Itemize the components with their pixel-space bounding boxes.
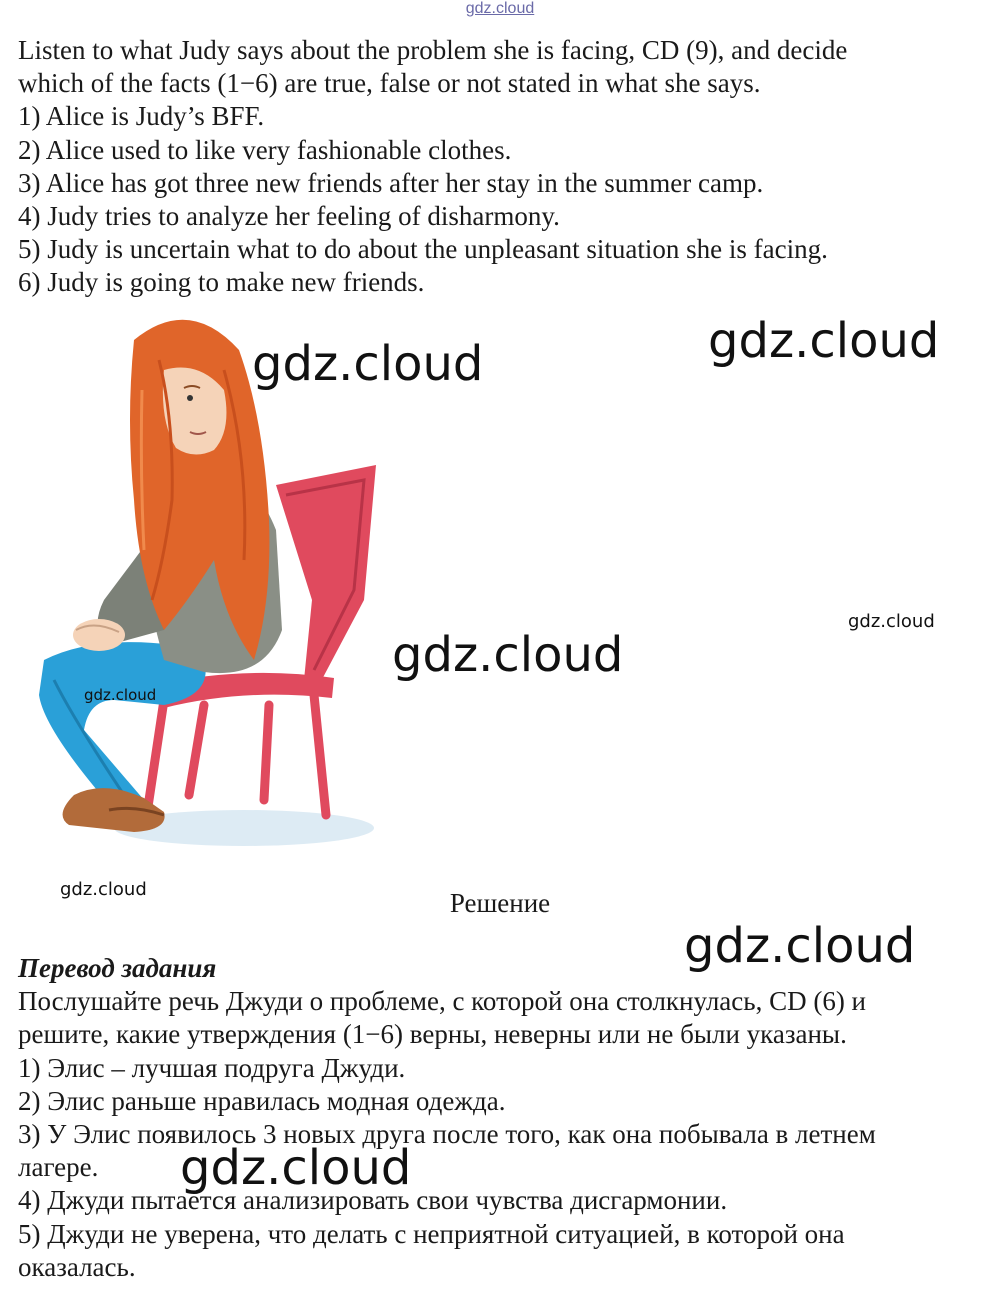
watermark: gdz.cloud xyxy=(392,627,624,683)
translation-item: оказалась. xyxy=(18,1251,136,1282)
translation-heading: Перевод задания xyxy=(18,953,217,983)
task-item: 5) Judy is uncertain what to do about the unpleasant situation she is facing. xyxy=(18,234,828,265)
task-item: 3) Alice has got three new friends after her stay in the summer camp. xyxy=(18,167,764,198)
watermark: gdz.cloud xyxy=(84,686,157,704)
task-item: 4) Judy tries to analyze her feeling of disharmony. xyxy=(18,201,560,232)
watermark: gdz.cloud xyxy=(180,1140,412,1196)
watermark: gdz.cloud xyxy=(60,879,147,900)
translation-item: 2) Элис раньше нравилась модная одежда. xyxy=(18,1085,506,1116)
translation-item: 1) Элис – лучшая подруга Джуди. xyxy=(18,1052,406,1083)
watermark: gdz.cloud xyxy=(684,918,916,974)
translation-text xyxy=(18,952,978,1284)
task-intro-line-1: Listen to what Judy says about the problem she is facing, CD (9), and decide xyxy=(18,35,848,65)
task-item: 2) Alice used to like very fashionable clothes. xyxy=(18,134,512,165)
watermark: gdz.cloud xyxy=(848,611,935,632)
watermark: gdz.cloud xyxy=(252,336,484,392)
top-watermark-link[interactable]: gdz.cloud xyxy=(465,0,535,17)
solution-label: Решение xyxy=(449,888,551,918)
translation-item: 5) Джуди не уверена, что делать с неприятной ситуацией, в которой она xyxy=(18,1218,845,1249)
task-intro-line-2: which of the facts (1−6) are true, false or not stated in what she says. xyxy=(18,68,761,99)
translation-item: 4) Джуди пытается анализировать свои чувства дисгармонии. xyxy=(18,1185,728,1216)
translation-intro-line-1: Послушайте речь Джуди о проблеме, с которой она столкнулась, CD (6) и xyxy=(18,986,867,1017)
translation-item: лагере. xyxy=(18,1152,99,1183)
translation-item: 3) У Элис появилось 3 новых друга после того, как она побывала в летнем xyxy=(18,1119,876,1150)
watermark: gdz.cloud xyxy=(708,313,940,369)
task-item: 6) Judy is going to make new friends. xyxy=(18,267,425,298)
task-item: 1) Alice is Judy’s BFF. xyxy=(18,101,265,132)
translation-intro-line-2: решите, какие утверждения (1−6) верны, неверны или не были указаны. xyxy=(18,1019,847,1050)
task-text xyxy=(18,34,978,300)
